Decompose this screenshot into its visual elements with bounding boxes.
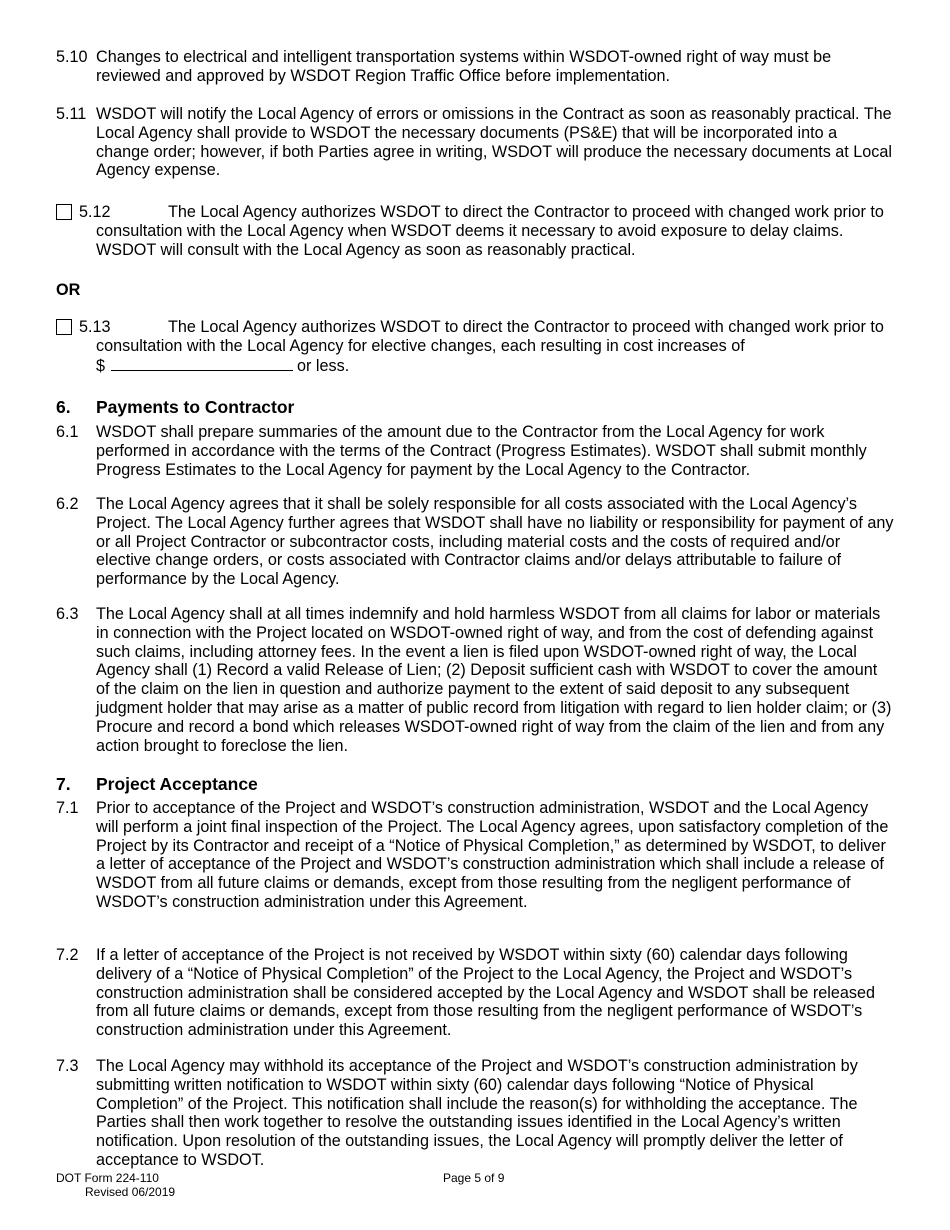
heading-title: Project Acceptance: [96, 774, 258, 794]
clause-6-3: [56, 605, 894, 755]
clause-text: The Local Agency shall at all times indemnify and hold harmless WSDOT from all claims for labor or materials in connection with the Project located on WSDOT-owned right of way, and from the cost of defending against such claims, including attorney fees. In the event a lien is filed upon WSDOT-owned right of way, the Local Agency shall (1) Record a valid Release of Lien; (2) Deposit sufficient cash with WSDOT to cover the amount of the claim on the lien in question and authorize payment to the extent of said deposit to any subsequent judgment holder that may arise as a matter of public record from litigation with regard to lien holder claim; or (3) Procure and record a bond which releases WSDOT-owned right of way from the claim of the lien and from any action brought to foreclose the lien.: [96, 605, 892, 755]
clause-text: Prior to acceptance of the Project and WSDOT’s construction administration, WSDOT and the Local Agency will perform a joint final inspection of the Project. The Local Agency agrees, upon satisfactory completion of the Project by its Contractor and receipt of a “Notice of Physical Completion,” as determined by WSDOT, to deliver a letter of acceptance of the Project and WSDOT’s construction administration which shall include a release of WSDOT from all future claims or demands, except from those resulting from the negligent performance of WSDOT’s construction administration under this Agreement.: [96, 799, 889, 911]
clause-7-1: [56, 799, 894, 912]
clause-number: 6.1: [56, 423, 79, 441]
clause-text: WSDOT shall prepare summaries of the amount due to the Contractor from the Local Agency for work performed in accordance with the terms of the Contract (Progress Estimates). WSDOT shall submit monthly Progress Estimates to the Local Agency for payment by the Local Agency to the Contractor.: [96, 423, 867, 479]
clause-number: 5.13: [79, 318, 111, 336]
clause-text-content: The Local Agency authorizes WSDOT to direct the Contractor to proceed with changed work prior to consultation with the Local Agency for elective changes, each resulting in cost increases of: [96, 318, 884, 355]
clause-6-1: [56, 423, 894, 479]
clause-number: 7.1: [56, 799, 79, 817]
clause-5-13-checkbox[interactable]: [56, 319, 72, 335]
clause-number: 7.3: [56, 1057, 79, 1075]
clause-6-2: [56, 495, 894, 589]
or-label: OR: [56, 281, 81, 299]
clause-text: The Local Agency may withhold its acceptance of the Project and WSDOT’s construction administration by submitting written notification to WSDOT within sixty (60) calendar days following “Notice of Physical Completion” of the Project. This notification shall include the reason(s) for withholding the acceptance. The Parties shall then work together to resolve the outstanding issues identified in the Local Agency’s written notification. Upon resolution of the outstanding issues, the Local Agency will promptly deliver the letter of acceptance to WSDOT.: [96, 1057, 858, 1169]
clause-5-10: [56, 48, 894, 86]
clause-number: 5.11: [56, 105, 87, 123]
clause-5-12-checkbox[interactable]: [56, 204, 72, 220]
clause-text: [96, 318, 894, 375]
heading-title: Payments to Contractor: [96, 397, 295, 417]
clause-number: 7.2: [56, 946, 79, 964]
clause-number: 6.2: [56, 495, 79, 513]
clause-text: The Local Agency agrees that it shall be solely responsible for all costs associated with the Local Agency’s Project. The Local Agency further agrees that WSDOT shall have no liability or responsibility for payment of any or all Project Contractor or subcontractor costs, including material costs and the costs of required and/or elective change orders, or costs associated with Contractor claims and/or delays attributable to failure of performance by the Local Agency.: [96, 495, 894, 589]
amount-field[interactable]: [111, 356, 293, 371]
clause-text: [96, 203, 894, 259]
clause-5-11: [56, 105, 894, 180]
clause-text: WSDOT will notify the Local Agency of errors or omissions in the Contract as soon as reasonably practical. The Local Agency shall provide to WSDOT the necessary documents (PS&E) that will be incorporated into a change order; however, if both Parties agree in writing, WSDOT will produce the necessary documents at Local Agency expense.: [96, 105, 892, 180]
clause-suffix: or less.: [297, 356, 350, 375]
revision-date: Revised 06/2019: [85, 1185, 176, 1199]
clause-text: If a letter of acceptance of the Project is not received by WSDOT within sixty (60) calendar days following delivery of a “Notice of Physical Completion” of the Project to the Local Agency, the Project and WSDOT’s construction administration shall be considered accepted by the Local Agency and WSDOT shall be released from all future claims or demands, except from those resulting from the negligent performance of WSDOT’s construction administration under this Agreement.: [96, 946, 875, 1040]
form-number: DOT Form 224-110: [56, 1171, 159, 1185]
clause-7-2: [56, 946, 894, 1040]
clause-text-content: The Local Agency authorizes WSDOT to direct the Contractor to proceed with changed work prior to consultation with the Local Agency when WSDOT deems it necessary to avoid exposure to delay claims. WSDOT will consult with the Local Agency as soon as reasonably practical.: [96, 203, 884, 259]
page-number: Page 5 of 9: [443, 1171, 505, 1185]
clause-7-3: [56, 1057, 894, 1170]
heading-number: 6.: [56, 397, 71, 417]
clause-5-13: [56, 318, 894, 375]
section-7-heading: [56, 775, 258, 794]
clause-number: 5.10: [56, 48, 88, 66]
currency-symbol: $: [96, 356, 106, 375]
section-6-heading: [56, 398, 294, 417]
clause-5-12: [56, 203, 894, 259]
footer-form-info: [56, 1171, 175, 1199]
clause-number: 6.3: [56, 605, 79, 623]
clause-text: Changes to electrical and intelligent transportation systems within WSDOT-owned right of way must be reviewed and approved by WSDOT Region Traffic Office before implementation.: [96, 48, 832, 85]
heading-number: 7.: [56, 774, 71, 794]
clause-number: 5.12: [79, 203, 111, 221]
